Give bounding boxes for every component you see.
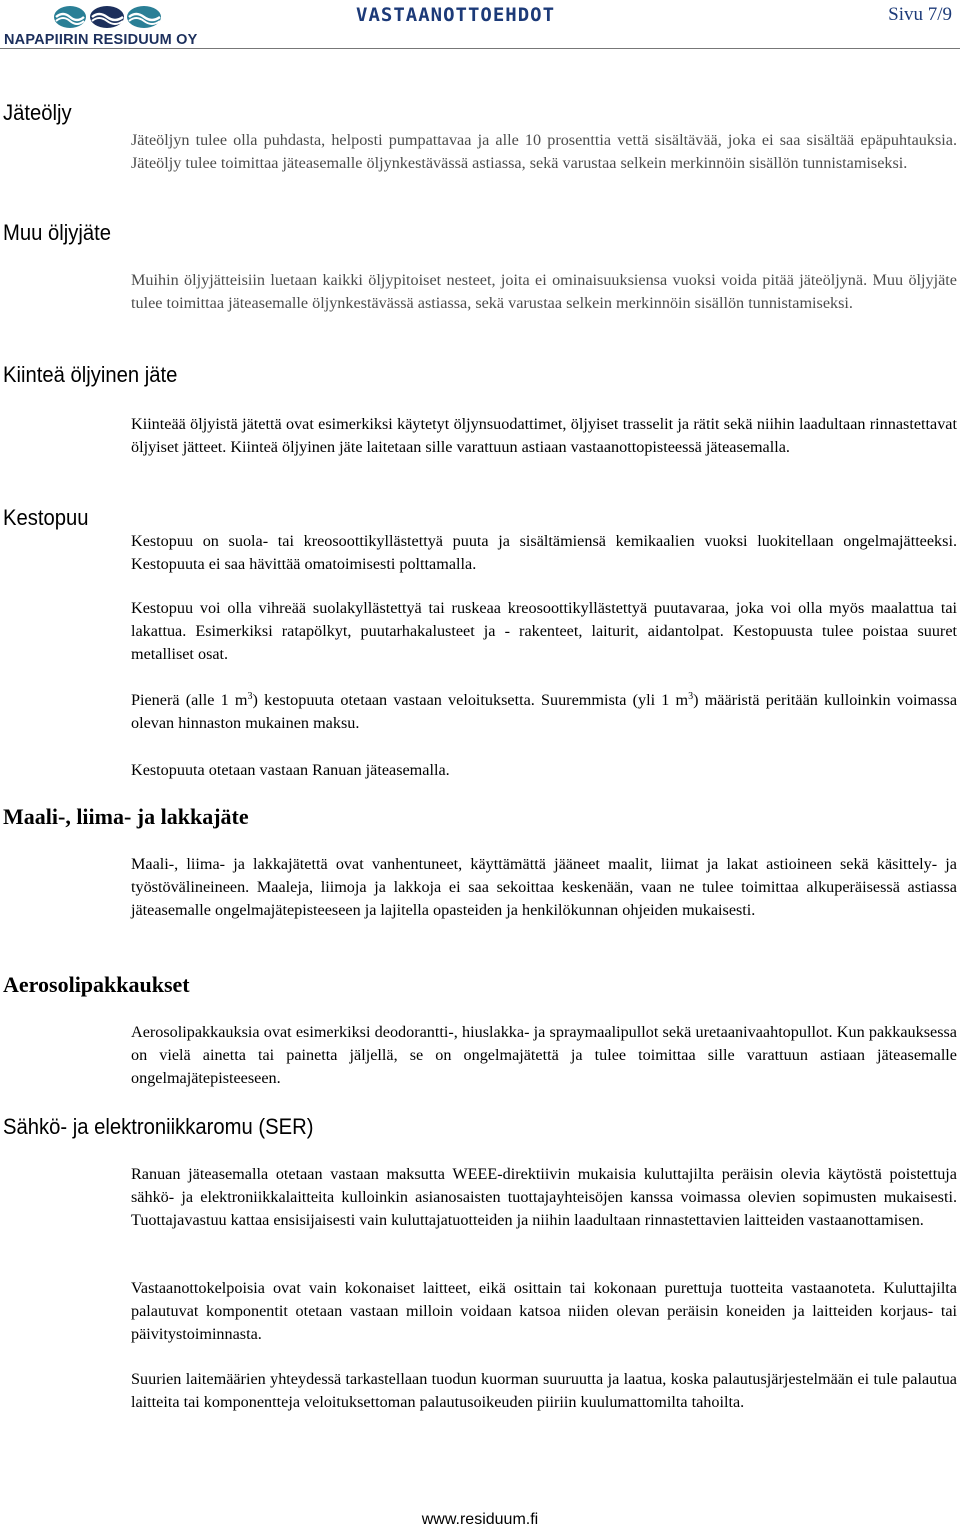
paragraph-ser-2: Vastaanottokelpoisia ovat vain kokonaiset laitteet, eikä osittain tai kokonaan purettuja tuotteita vastaanoteta. Kuluttajilta palautuvat komponentit otetaan vastaan milloin voidaan katsoa niiden olevan peräisin koneiden ja laitteiden korjaus- tai päivitystoiminnasta. xyxy=(131,1279,957,1343)
heading-muu-oljyjate: Muu öljyjäte xyxy=(3,220,111,245)
paragraph-muu-oljyjate: Muihin öljyjätteisiin luetaan kaikki öljypitoiset nesteet, joita ei ominaisuuksiensa vuoksi voida pitää jäteöljynä. Muu öljyjäte tulee toimittaa jäteasemalle öljynkestävässä astiassa, sekä varustaa selkein merkinnöin sisällön tunnistamiseksi. xyxy=(131,271,957,312)
paragraph-kiintea-oljyinen-jate: Kiinteää öljyistä jätettä ovat esimerkiksi käytetyt öljynsuodattimet, öljyiset trasselit ja rätit sekä niihin laadultaan rinnastettavat öljyiset jätteet. Kiinteä öljyinen jäte laitetaan sille varattuun astiaan vastaanottopisteessä jäteasemalla. xyxy=(131,415,957,456)
paragraph-kestopuu-3 xyxy=(131,689,957,735)
cubic-superscript-2: 3 xyxy=(688,691,694,702)
heading-jateoljy: Jäteöljy xyxy=(3,100,72,125)
company-name: NAPAPIIRIN RESIDUUM OY xyxy=(4,32,198,48)
page-number: Sivu 7/9 xyxy=(888,4,952,25)
heading-maali-liima-lakkajate: Maali-, liima- ja lakkajäte xyxy=(3,804,249,829)
paragraph-aerosolipakkaukset: Aerosolipakkauksia ovat esimerkiksi deodorantti-, hiuslakka- ja spraymaalipullot sekä uretaanivaahtopullot. Kun pakkauksessa on vielä ainetta tai painetta jäljellä, se on ongelmajätettä ja tulee toimittaa sille varattuun astiaan jäteasemalle ongelmajätepisteeseen. xyxy=(131,1023,957,1087)
heading-kestopuu: Kestopuu xyxy=(3,505,89,530)
paragraph-kestopuu-2: Kestopuu voi olla vihreää suolakyllästettyä tai ruskeaa kreosoottikyllästettyä puutavaraa, joka voi olla myös maalattua tai lakattua. Esimerkiksi ratapölkyt, puutarhakalusteet ja - rakenteet, laiturit, aidantolpat. Kestopuusta tulee poistaa suuret metalliset osat. xyxy=(131,599,957,663)
paragraph-kestopuu-4: Kestopuuta otetaan vastaan Ranuan jäteasemalla. xyxy=(131,761,450,779)
cubic-superscript-1: 3 xyxy=(247,691,253,702)
paragraph-ser-3: Suurien laitemäärien yhteydessä tarkastellaan tuodun kuorman suuruutta ja laatua, koska palautusjärjestelmään ei tule palautua laitteita tai komponentteja veloituksettoman palautusoikeuden piiriin kuulumattomilta tahoilta. xyxy=(131,1370,957,1411)
heading-kiintea-oljyinen-jate: Kiinteä öljyinen jäte xyxy=(3,362,178,387)
paragraph-maali-liima-lakkajate: Maali-, liima- ja lakkajätettä ovat vanhentuneet, käyttämättä jääneet maalit, liimat ja lakat astioineen sekä käsittely- ja työstövälineineen. Maaleja, liimoja ja lakkoja ei saa sekoittaa keskenään, vaan ne tulee toimittaa alkuperäisessä astiassa jäteasemalle ongelmajätepisteeseen ja lajitella opasteiden ja henkilökunnan ohjeiden mukaisesti. xyxy=(131,855,957,919)
company-logo xyxy=(0,0,198,52)
paragraph-jateoljy: Jäteöljyn tulee olla puhdasta, helposti pumpattavaa ja alle 10 prosenttia vettä sisältävää, joka ei saa sisältää epäpuhtauksia. Jäteöljy tulee toimittaa jäteasemalle öljynkestävässä astiassa, sekä varustaa selkein merkinnöin sisällön tunnistamiseksi. xyxy=(131,131,957,172)
heading-ser: Sähkö- ja elektroniikkaromu (SER) xyxy=(3,1114,314,1139)
footer-url[interactable]: www.residuum.fi xyxy=(421,1511,539,1528)
heading-aerosolipakkaukset: Aerosolipakkaukset xyxy=(3,972,190,997)
paragraph-kestopuu-1: Kestopuu on suola- tai kreosoottikyllästettyä puuta ja sisältämiensä kemikaalien vuoksi luokitellaan ongelmajätteeksi. Kestopuuta ei saa hävittää omatoimisesti polttamalla. xyxy=(131,532,957,573)
paragraph-ser-1: Ranuan jäteasemalla otetaan vastaan maksutta WEEE-direktiivin mukaisia kuluttajilta peräisin olevia käytöstä poistettuja sähkö- ja elektroniikkalaitteita kulloinkin asianosaisten tuottajayhteisöjen kanssa voimassa olevien sopimusten mukaisesti. Tuottajavastuu kattaa ensisijaisesti vain kuluttajatuotteiden ja niihin laadultaan rinnastettavien laitteiden vastaanottamisen. xyxy=(131,1165,957,1229)
kestopuu-price-text-2: ) kestopuuta otetaan vastaan veloituksetta. Suuremmista (yli 1 m xyxy=(252,691,689,709)
document-title: VASTAANOTTOEHDOT xyxy=(356,4,556,26)
logo-mark-icon xyxy=(52,4,178,32)
kestopuu-price-text-1: Pienerä (alle 1 m xyxy=(131,691,248,709)
kestopuu-price-text-3: ) määristä peritään kulloinkin voimassa olevan hinnaston mukainen maksu. xyxy=(131,691,958,732)
header-divider xyxy=(0,48,960,49)
